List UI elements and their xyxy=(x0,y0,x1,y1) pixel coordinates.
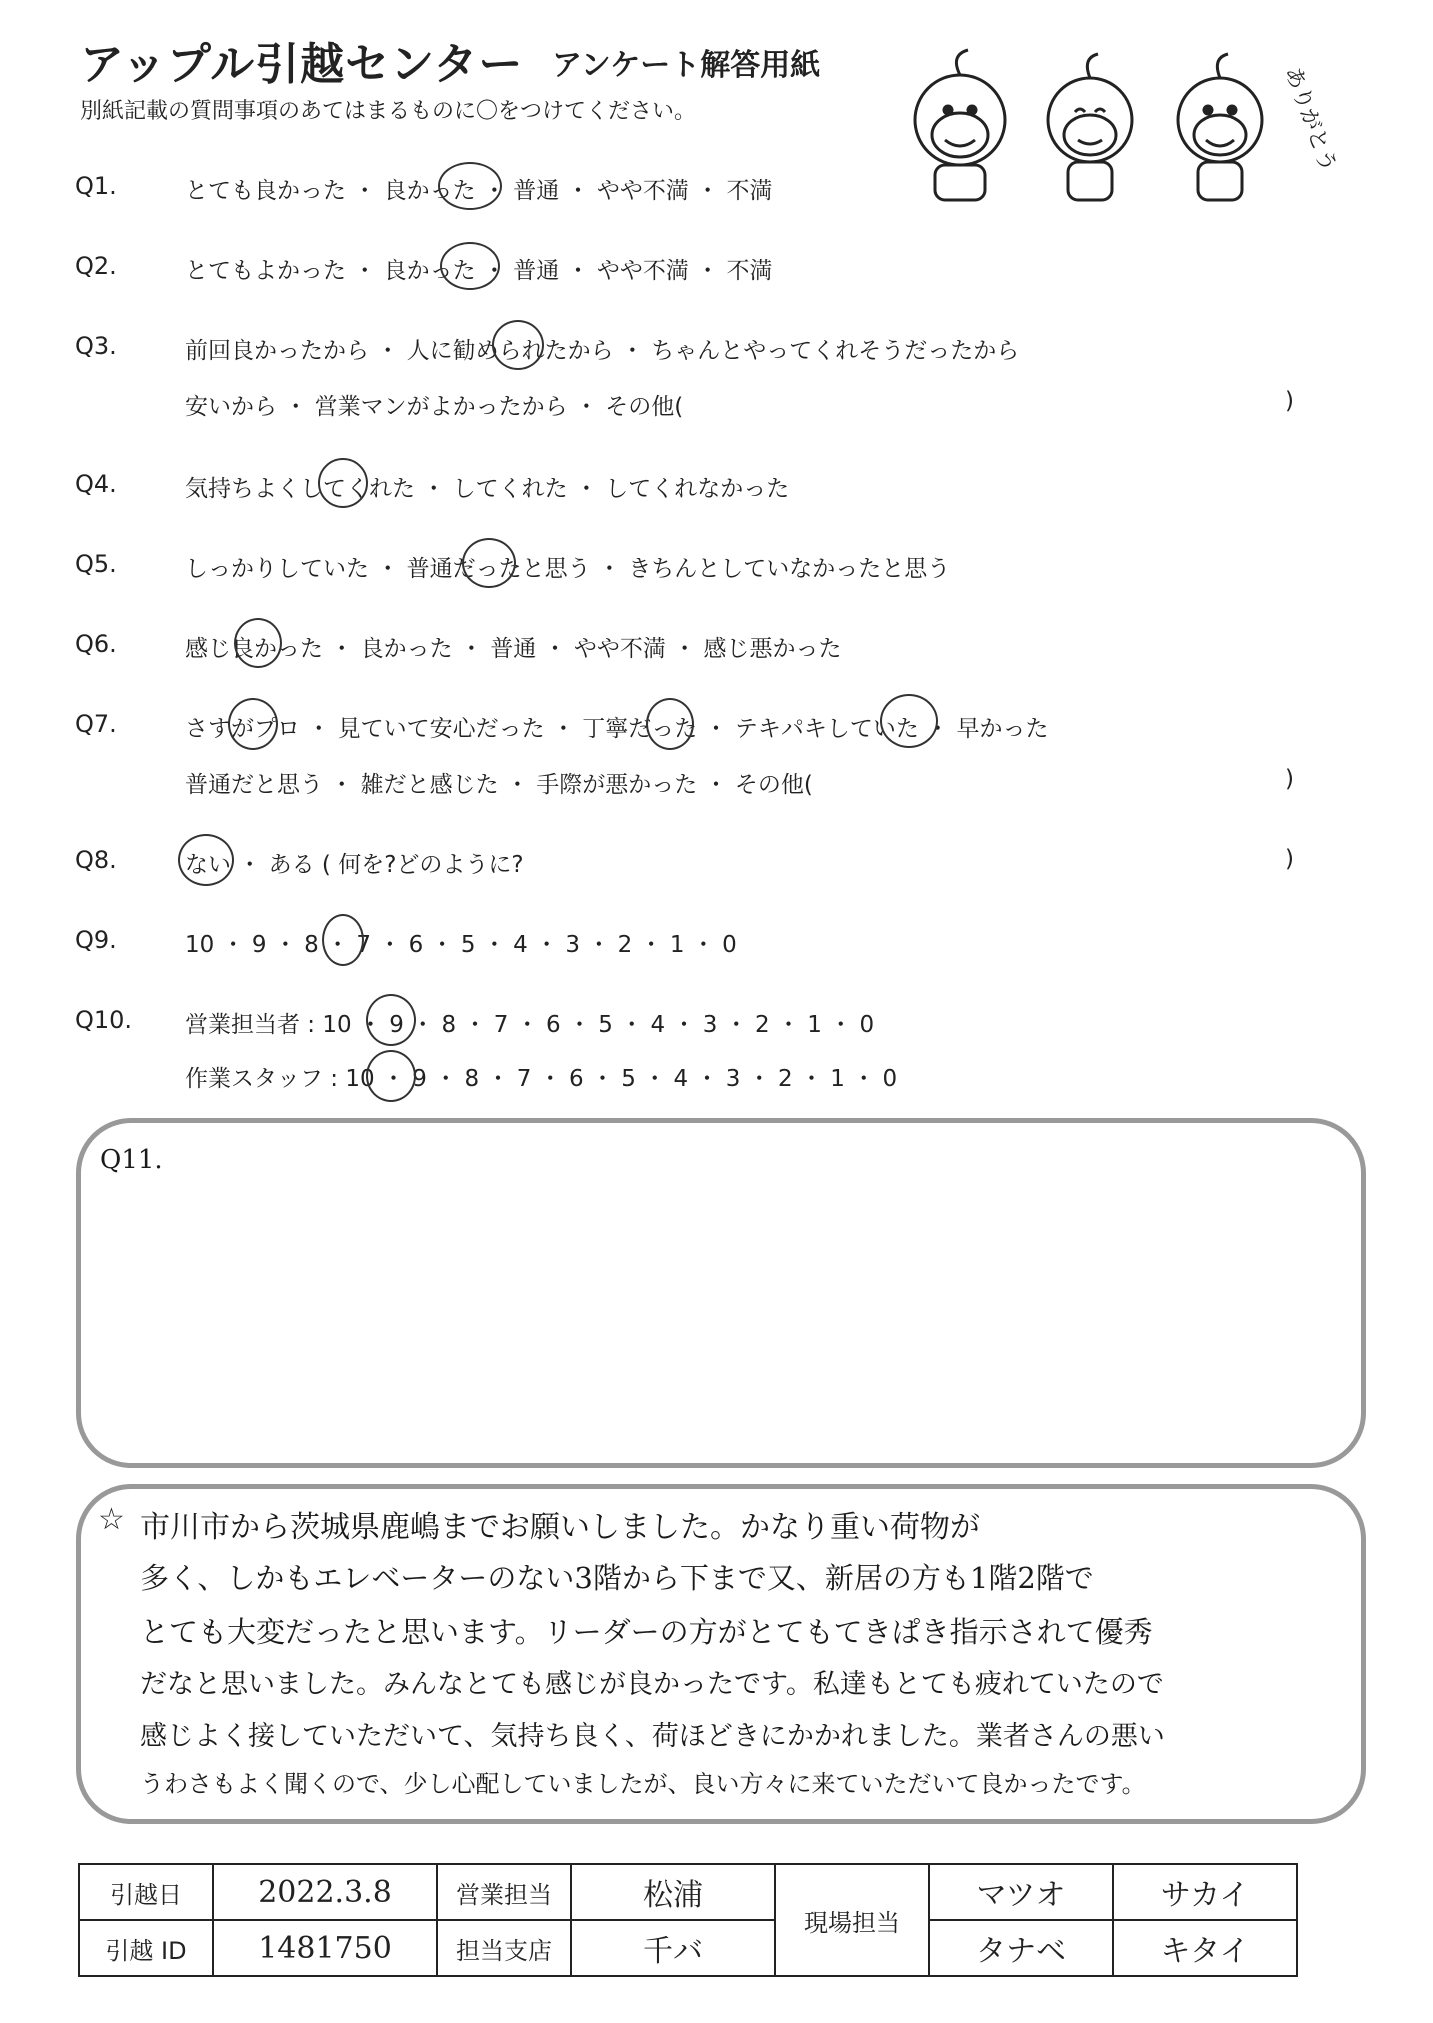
q5-answer-circle xyxy=(462,538,516,588)
move-date-label: 引越日 xyxy=(79,1864,213,1920)
q3-close-paren: ) xyxy=(1285,388,1294,414)
comment-line-5: 感じよく接していただいて、気持ち良く、荷ほどきにかかれました。業者さんの悪い xyxy=(140,1721,1165,1752)
q10-sales-options: 営業担当者 : 10 ・ 9 ・ 8 ・ 7 ・ 6 ・ 5 ・ 4 ・ 3 ・ 2 ・ 1 ・ 0 xyxy=(185,1012,875,1038)
q1-options: とても良かった ・ 良かった ・ 普通 ・ やや不満 ・ 不満 xyxy=(185,178,773,204)
q4-options: 気持ちよくしてくれた ・ してくれた ・ してくれなかった xyxy=(185,476,790,502)
q5-options: しっかりしていた ・ 普通だったと思う ・ きちんとしていなかったと思う xyxy=(185,556,951,582)
staff-4: キタイ xyxy=(1113,1920,1297,1976)
q8-close-paren: ) xyxy=(1285,846,1294,872)
comment-line-3: とても大変だったと思います。リーダーの方がとてもてきぱき指示されて優秀 xyxy=(140,1615,1153,1649)
q7-close-paren: ) xyxy=(1285,766,1294,792)
q7-answer-circle-pro xyxy=(228,698,278,750)
star-icon: ☆ xyxy=(98,1502,125,1537)
comment-line-2: 多く、しかもエレベーターのない3階から下まで又、新居の方も1階2階で xyxy=(140,1561,1094,1595)
comment-line-1: 市川市から茨城県鹿嶋までお願いしました。かなり重い荷物が xyxy=(140,1510,980,1545)
q3-label: Q3. xyxy=(75,332,117,360)
move-date-value: 2022.3.8 xyxy=(213,1864,437,1920)
q7-label: Q7. xyxy=(75,710,117,738)
q8-label: Q8. xyxy=(75,846,117,874)
q2-answer-circle xyxy=(440,242,500,290)
monkey-face-middle xyxy=(1048,54,1132,200)
staff-1: マツオ xyxy=(929,1864,1113,1920)
mascot-illustration xyxy=(890,40,1341,210)
sales-label: 営業担当 xyxy=(437,1864,571,1920)
q4-label: Q4. xyxy=(75,470,117,498)
q7-options-line2: 普通だと思う ・ 雑だと感じた ・ 手際が悪かった ・ その他( xyxy=(185,772,813,798)
monkey-face-right xyxy=(1178,54,1262,200)
sales-value: 松浦 xyxy=(571,1864,775,1920)
move-id-value: 1481750 xyxy=(213,1920,437,1976)
comment-line-4: だなと思いました。みんなとても感じが良かったです。私達もとても疲れていたので xyxy=(140,1669,1164,1700)
q9-answer-circle xyxy=(322,914,364,966)
company-title: アップル引越センター xyxy=(80,39,524,90)
form-subtitle: アンケート解答用紙 xyxy=(552,48,821,83)
q10-staff-answer-circle xyxy=(366,1050,416,1102)
q6-options: 感じ良かった ・ 良かった ・ 普通 ・ やや不満 ・ 感じ悪かった xyxy=(185,636,842,662)
q7-options-line1: さすがプロ ・ 見ていて安心だった ・ 丁寧だった ・ テキパキしていた ・ 早かった xyxy=(185,716,1049,742)
q3-options-line1: 前回良かったから ・ 人に勧められたから ・ ちゃんとやってくれそうだったから xyxy=(185,338,1020,364)
branch-value: 千バ xyxy=(571,1920,775,1976)
staff-2: サカイ xyxy=(1113,1864,1297,1920)
instruction-text: 別紙記載の質問事項のあてはまるものに〇をつけてください。 xyxy=(80,99,697,124)
q4-answer-circle xyxy=(318,458,368,508)
q8-options: ない ・ ある ( 何を?どのように? xyxy=(185,852,524,878)
move-info-table xyxy=(78,1863,1298,1977)
q2-options: とてもよかった ・ 良かった ・ 普通 ・ やや不満 ・ 不満 xyxy=(185,258,773,284)
comment-line-6: うわさもよく聞くので、少し心配していましたが、良い方々に来ていただいて良かったです。 xyxy=(140,1770,1146,1798)
staff-3: タナベ xyxy=(929,1920,1113,1976)
q7-answer-circle-polite xyxy=(646,698,694,750)
q10-label: Q10. xyxy=(75,1006,133,1034)
site-label: 現場担当 xyxy=(775,1864,929,1976)
q3-answer-circle xyxy=(492,320,544,370)
q1-label: Q1. xyxy=(75,172,117,200)
q10-staff-options: 作業スタッフ : 10 ・ 9 ・ 8 ・ 7 ・ 6 ・ 5 ・ 4 ・ 3 ・ 2 ・ 1 ・ 0 xyxy=(185,1066,898,1092)
q10-sales-answer-circle xyxy=(366,994,416,1046)
q9-label: Q9. xyxy=(75,926,117,954)
q9-options: 10 ・ 9 ・ 8 ・ 7 ・ 6 ・ 5 ・ 4 ・ 3 ・ 2 ・ 1 ・ 0 xyxy=(185,932,737,958)
q6-label: Q6. xyxy=(75,630,117,658)
q1-answer-circle xyxy=(438,162,502,210)
q11-label: Q11. xyxy=(100,1145,163,1175)
branch-label: 担当支店 xyxy=(437,1920,571,1976)
monkey-face-left xyxy=(915,50,1005,200)
thanks-text: ありがとう xyxy=(1279,63,1341,176)
move-id-label: 引越 ID xyxy=(79,1920,213,1976)
q2-label: Q2. xyxy=(75,252,117,280)
q3-options-line2: 安いから ・ 営業マンがよかったから ・ その他( xyxy=(185,394,684,420)
q7-answer-circle-efficient xyxy=(880,694,938,748)
q8-answer-circle xyxy=(178,834,234,886)
q6-answer-circle xyxy=(234,618,282,668)
q5-label: Q5. xyxy=(75,550,117,578)
q11-box xyxy=(76,1118,1366,1468)
